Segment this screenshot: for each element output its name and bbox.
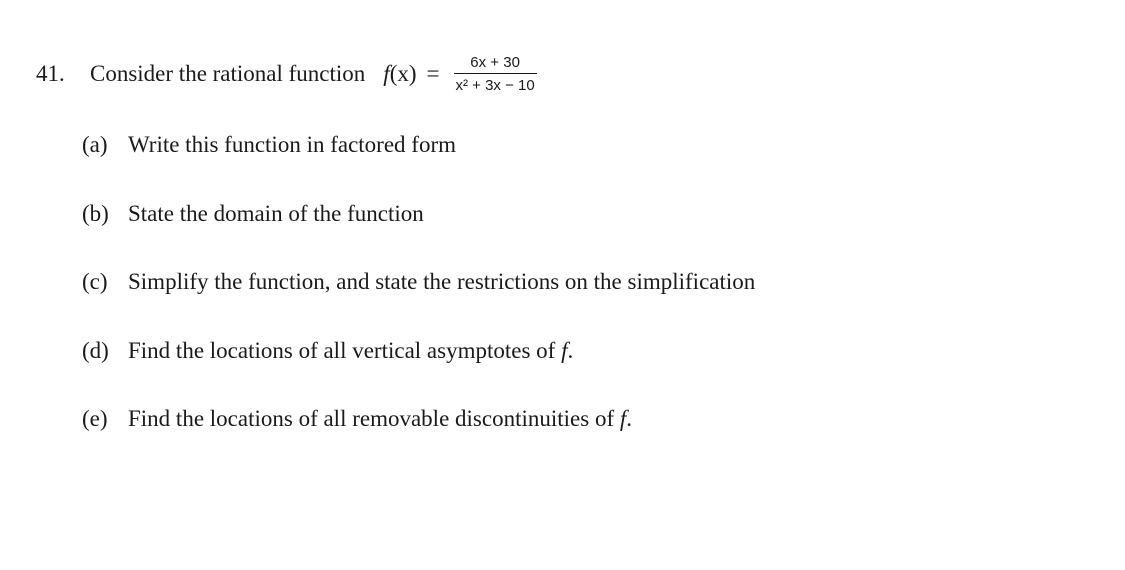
part-text: Find the locations of all removable discontinuities of: [128, 406, 620, 431]
problem-header: [36, 52, 537, 96]
fraction-denominator: x² + 3x − 10: [455, 77, 535, 94]
period: .: [567, 337, 574, 363]
problem-number: 41.: [36, 61, 65, 86]
part-text: Find the locations of all vertical asymptotes of: [128, 337, 562, 363]
function-symbol: f: [561, 337, 568, 363]
part-d: [82, 337, 755, 406]
part-label: (d): [82, 337, 109, 363]
part-label: (b): [82, 200, 109, 226]
part-b: [82, 200, 755, 269]
part-a: [82, 131, 755, 200]
part-text: Write this function in factored form: [128, 132, 456, 157]
part-label: (a): [82, 132, 108, 157]
question-parts: [82, 131, 755, 474]
part-label: (c): [82, 269, 108, 294]
function-name: f: [383, 61, 390, 86]
period: .: [626, 406, 632, 431]
equals-sign: =: [426, 61, 440, 86]
problem-intro: Consider the rational function: [90, 61, 366, 86]
part-c: [82, 268, 755, 337]
function-symbol: f: [619, 406, 627, 431]
part-text: State the domain of the function: [128, 200, 424, 226]
part-text: Simplify the function, and state the restrictions on the simplification: [128, 269, 756, 294]
rational-fraction: [454, 55, 537, 93]
function-argument: (x): [389, 61, 417, 86]
fraction-numerator: 6x + 30: [470, 54, 520, 71]
part-e: [82, 405, 755, 474]
part-label: (e): [82, 406, 108, 431]
